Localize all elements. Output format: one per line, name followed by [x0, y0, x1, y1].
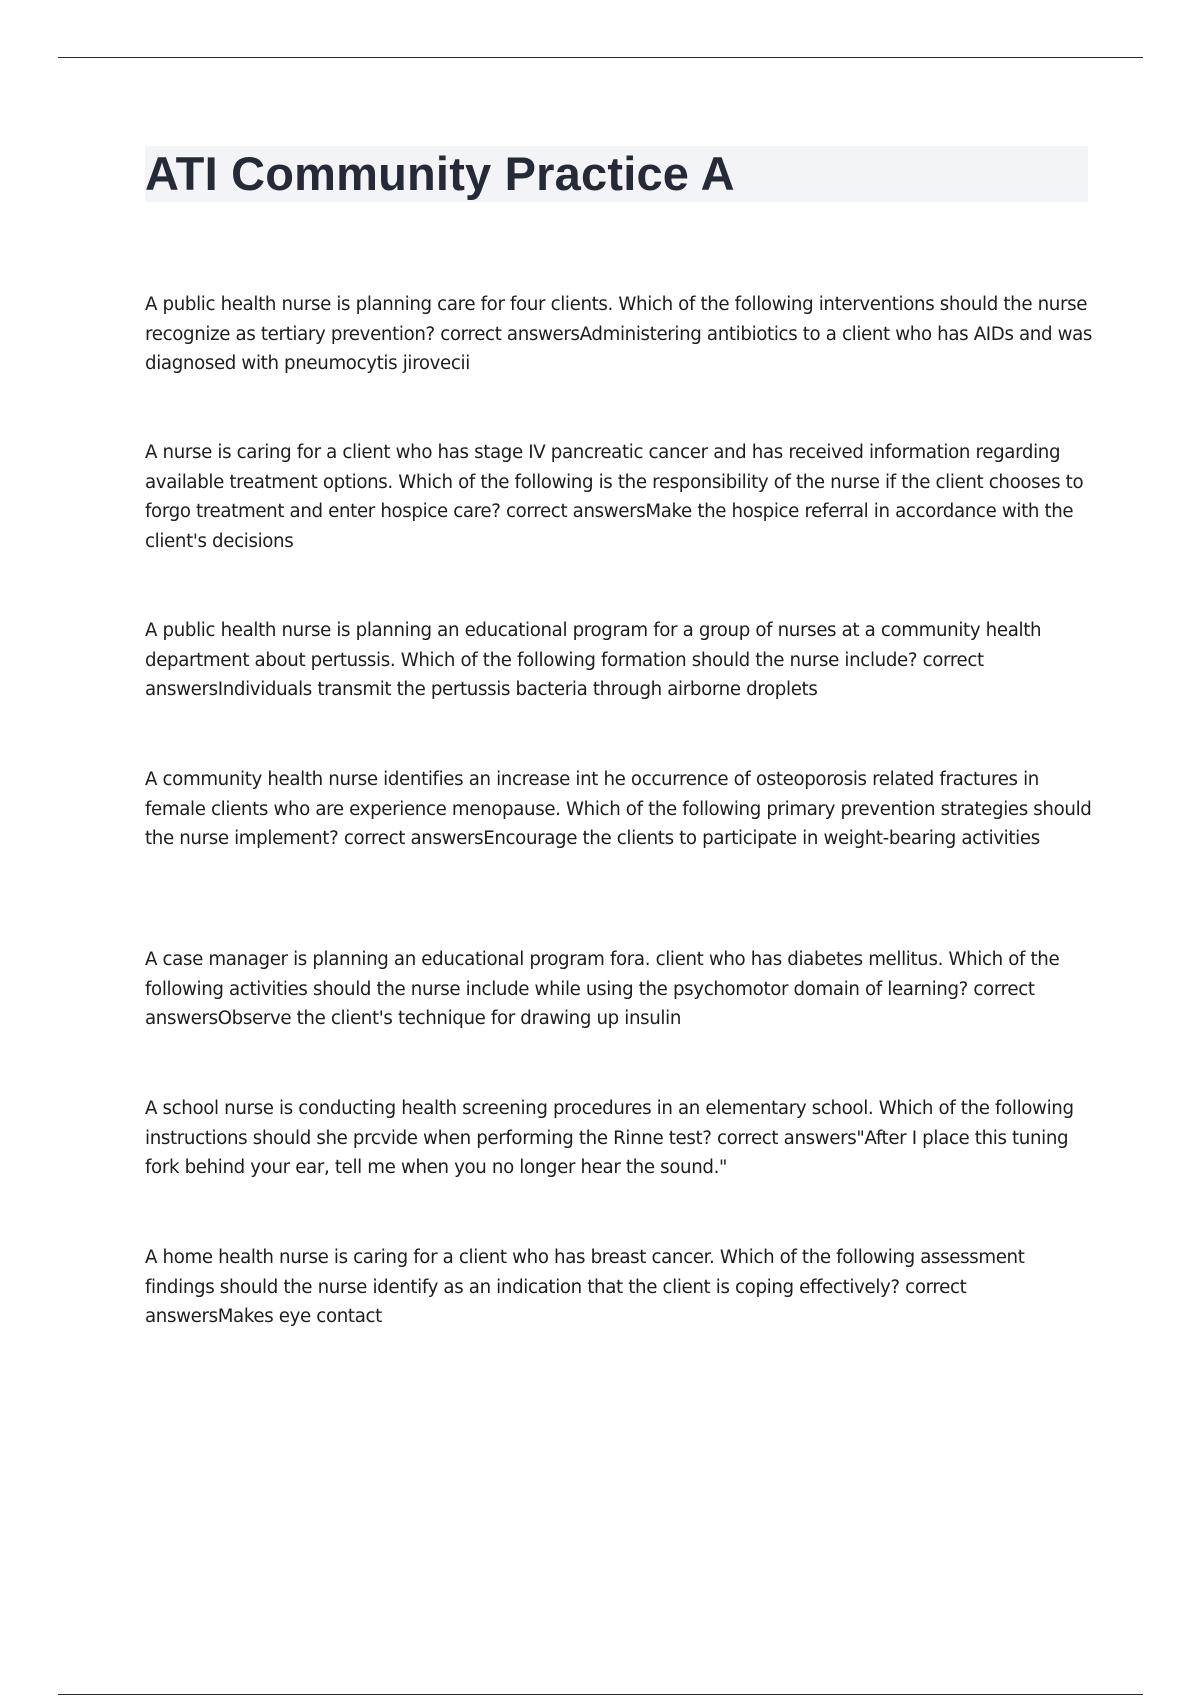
question-answer-3: A public health nurse is planning an educational program for a group of nurses at a community health department about pertussis. Which of the following formation should the nurse include? correct answersIndividuals transmit the pertussis bacteria through airborne droplets — [145, 620, 1042, 700]
page-title: ATI Community Practice A — [145, 147, 735, 200]
question-answer-6: A school nurse is conducting health screening procedures in an elementary school. Which of the following instructions should she prcvide when performing the Rinne test? correct answers"After I place this tuning fork behind your ear, tell me when you no longer hear the sound." — [145, 1098, 1074, 1178]
top-rule — [58, 57, 1143, 58]
question-answer-1: A public health nurse is planning care for four clients. Which of the following interventions should the nurse recognize as tertiary prevention? correct answersAdministering antibiotics to a client who has AIDs and was diagnosed with pneumocytis jirovecii — [145, 294, 1093, 374]
bottom-rule — [58, 1694, 1143, 1695]
question-answer-4: A community health nurse identifies an increase int he occurrence of osteoporosis related fractures in female clients who are experience menopause. Which of the following primary prevention strategies should the nurse implement? correct answersEncourage the clients to participate in weight-bearing activities — [145, 769, 1092, 849]
question-answer-5: A case manager is planning an educational program fora. client who has diabetes mellitus. Which of the following activities should the nurse include while using the psychomotor domain of learning? correct answersObserve the client's technique for drawing up insulin — [145, 949, 1060, 1029]
question-answer-7: A home health nurse is caring for a client who has breast cancer. Which of the following assessment findings should the nurse identify as an indication that the client is coping effectively? correct answersMakes eye contact — [145, 1247, 1025, 1327]
question-answer-2: A nurse is caring for a client who has stage IV pancreatic cancer and has received information regarding available treatment options. Which of the following is the responsibility of the nurse if the client chooses to forgo treatment and enter hospice care? correct answersMake the hospice referral in accordance with the client's decisions — [145, 442, 1084, 552]
